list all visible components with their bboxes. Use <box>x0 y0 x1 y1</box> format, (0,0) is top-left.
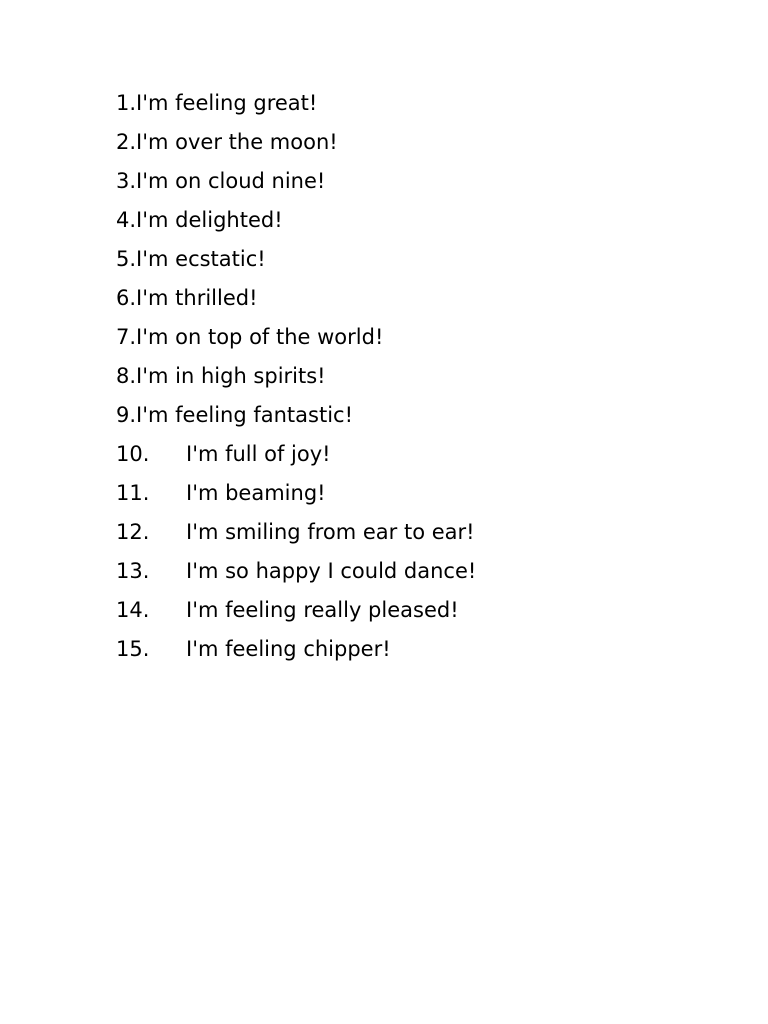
item-text: I'm smiling from ear to ear! <box>186 520 475 544</box>
list-item <box>116 240 476 279</box>
item-number: 5. <box>116 247 137 271</box>
item-text: I'm so happy I could dance! <box>186 559 477 583</box>
list-item <box>116 318 476 357</box>
item-number: 10. <box>116 442 150 466</box>
item-number: 3. <box>116 169 137 193</box>
list-item <box>116 201 476 240</box>
item-text: I'm on top of the world! <box>136 325 384 349</box>
item-number: 11. <box>116 481 150 505</box>
list-item <box>116 552 476 591</box>
item-text: I'm thrilled! <box>136 286 258 310</box>
list-item <box>116 474 476 513</box>
item-number: 12. <box>116 520 150 544</box>
item-text: I'm feeling chipper! <box>186 637 391 661</box>
item-number: 1. <box>116 91 137 115</box>
item-text: I'm over the moon! <box>136 130 338 154</box>
list-item <box>116 513 476 552</box>
item-number: 9. <box>116 403 137 427</box>
list-item <box>116 435 476 474</box>
item-text: I'm beaming! <box>186 481 326 505</box>
item-number: 4. <box>116 208 137 232</box>
item-number: 13. <box>116 559 150 583</box>
list-item <box>116 162 476 201</box>
item-number: 6. <box>116 286 137 310</box>
item-text: I'm in high spirits! <box>136 364 326 388</box>
item-text: I'm on cloud nine! <box>136 169 326 193</box>
item-text: I'm feeling fantastic! <box>136 403 354 427</box>
item-text: I'm delighted! <box>136 208 283 232</box>
item-number: 14. <box>116 598 150 622</box>
item-text: I'm full of joy! <box>186 442 331 466</box>
list-item <box>116 396 476 435</box>
list-item <box>116 123 476 162</box>
list-item <box>116 630 476 669</box>
item-text: I'm feeling really pleased! <box>186 598 459 622</box>
list-item <box>116 84 476 123</box>
item-text: I'm feeling great! <box>136 91 318 115</box>
item-number: 8. <box>116 364 137 388</box>
item-number: 15. <box>116 637 150 661</box>
list-item <box>116 591 476 630</box>
numbered-list <box>116 84 476 669</box>
list-item <box>116 357 476 396</box>
item-number: 2. <box>116 130 137 154</box>
list-item <box>116 279 476 318</box>
item-number: 7. <box>116 325 137 349</box>
item-text: I'm ecstatic! <box>136 247 266 271</box>
